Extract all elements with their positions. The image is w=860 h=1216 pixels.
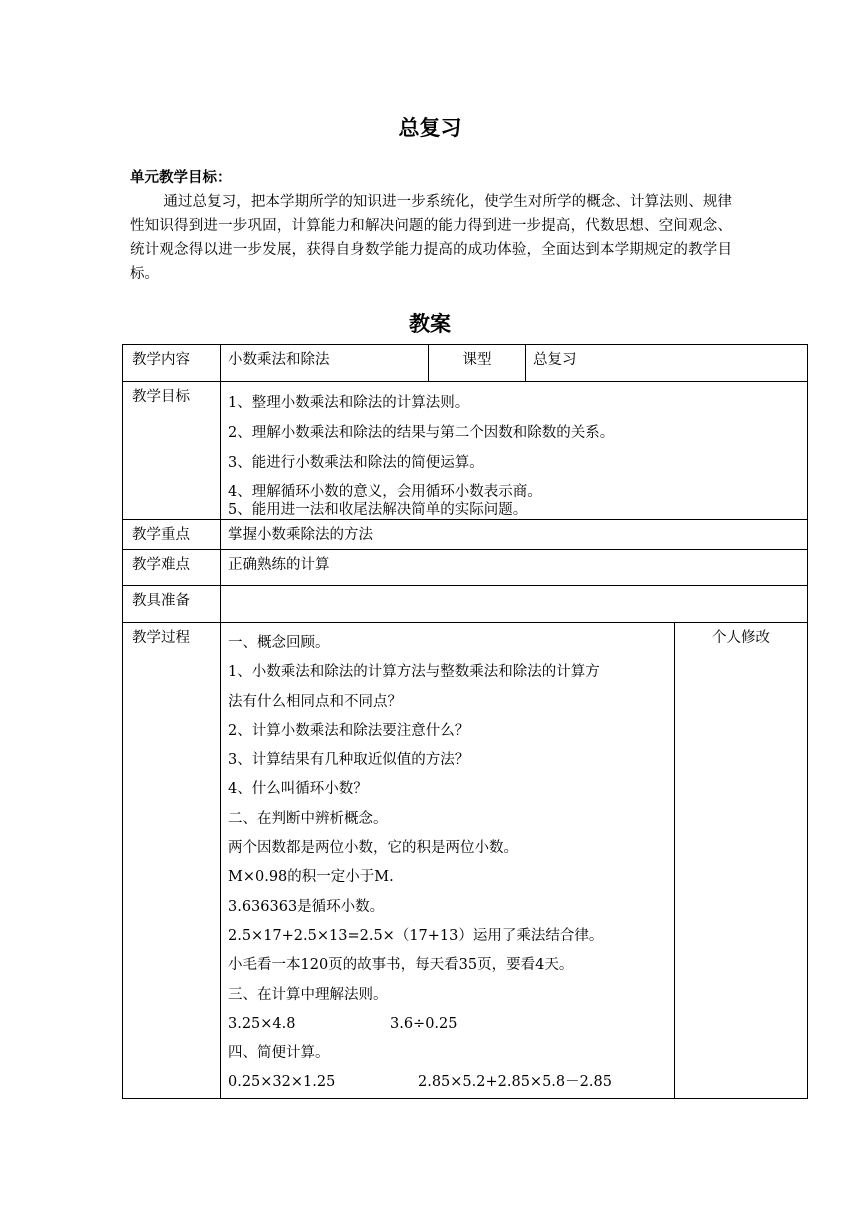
process-line: 法有什么相同点和不同点？ — [228, 693, 402, 710]
simplify-heading: 四、简便计算。 — [228, 1045, 330, 1062]
process-line: 1、小数乘法和除法的计算方法与整数乘法和除法的计算方 — [228, 664, 600, 681]
unit-goal-section — [130, 166, 732, 286]
process-line: 两个因数都是两位小数，它的积是两位小数。 — [228, 840, 518, 857]
goal-item: 3、能进行小数乘法和除法的简便运算。 — [228, 455, 484, 471]
goal-item: 1、整理小数乘法和除法的计算法则。 — [228, 395, 470, 411]
process-line: M×0.98的积一定小于M. — [228, 869, 394, 886]
process-label: 教学过程 — [132, 630, 190, 646]
tools-value — [221, 586, 807, 589]
goal-item: 2、理解小数乘法和除法的结果与第二个因数和除数的关系。 — [228, 425, 615, 441]
simplify-line — [228, 1068, 668, 1097]
process-line: 小毛看一本120页的故事书，每天看35页，要看4天。 — [228, 957, 574, 974]
type-value: 总复习 — [533, 352, 577, 368]
tools-label: 教具准备 — [132, 593, 190, 609]
simplify-expression: 0.25×32×1.25 — [228, 1074, 336, 1091]
key-point-value: 掌握小数乘除法的方法 — [228, 527, 373, 543]
type-label: 课型 — [462, 352, 492, 368]
personal-edit-label: 个人修改 — [712, 630, 770, 646]
goals-list — [221, 382, 807, 519]
process-line: 4、什么叫循环小数？ — [228, 781, 368, 798]
process-line: 2、计算小数乘法和除法要注意什么？ — [228, 722, 470, 739]
process-line: 一、概念回顾。 — [228, 635, 330, 651]
process-line: 二、在判断中辨析概念。 — [228, 810, 388, 827]
process-line: 3、计算结果有几种取近似值的方法？ — [228, 752, 470, 769]
row-difficulty — [123, 550, 808, 586]
difficulty-label: 教学难点 — [132, 557, 190, 573]
goal-item: 5、能用进一法和收尾法解决简单的实际问题。 — [228, 502, 528, 518]
process-line: 2.5×17+2.5×13=2.5×（17+13）运用了乘法结合律。 — [228, 927, 604, 944]
row-process — [123, 623, 808, 1099]
simplify-expression: 2.85×5.2+2.85×5.8－2.85 — [418, 1074, 612, 1091]
process-line: 3.636363是循环小数。 — [228, 898, 385, 915]
content-label: 教学内容 — [132, 352, 190, 368]
unit-goal-heading: 单元教学目标： — [130, 170, 232, 186]
lesson-plan-table — [122, 344, 808, 1099]
content-value: 小数乘法和除法 — [228, 352, 330, 368]
unit-goal-text: 通过总复习，把本学期所学的知识进一步系统化，使学生对所学的概念、计算法则、规律性知识得到进一步巩固，计算能力和解决问题的能力得到进一步提高，代数思想、空间观念、统计观念得以进一步发展，获得自身数学能力提高的成功体验，全面达到本学期规定的教学目标。 — [130, 194, 732, 282]
row-key-point — [123, 520, 808, 550]
lesson-plan-title: 教案 — [409, 312, 451, 336]
difficulty-value: 正确熟练的计算 — [228, 557, 330, 573]
goal-item: 4、理解循环小数的意义，会用循环小数表示商。 — [228, 484, 542, 500]
row-goals — [123, 382, 808, 520]
row-tools — [123, 586, 808, 623]
key-point-label: 教学重点 — [132, 527, 190, 543]
calc-line — [228, 1010, 668, 1039]
document-title: 总复习 — [398, 116, 462, 140]
process-line: 三、在计算中理解法则。 — [228, 986, 388, 1003]
calc-expression: 3.6÷0.25 — [390, 1015, 458, 1032]
goals-label: 教学目标 — [132, 389, 190, 405]
process-content — [221, 623, 674, 1098]
calc-expression: 3.25×4.8 — [228, 1015, 296, 1032]
row-content — [123, 345, 808, 382]
